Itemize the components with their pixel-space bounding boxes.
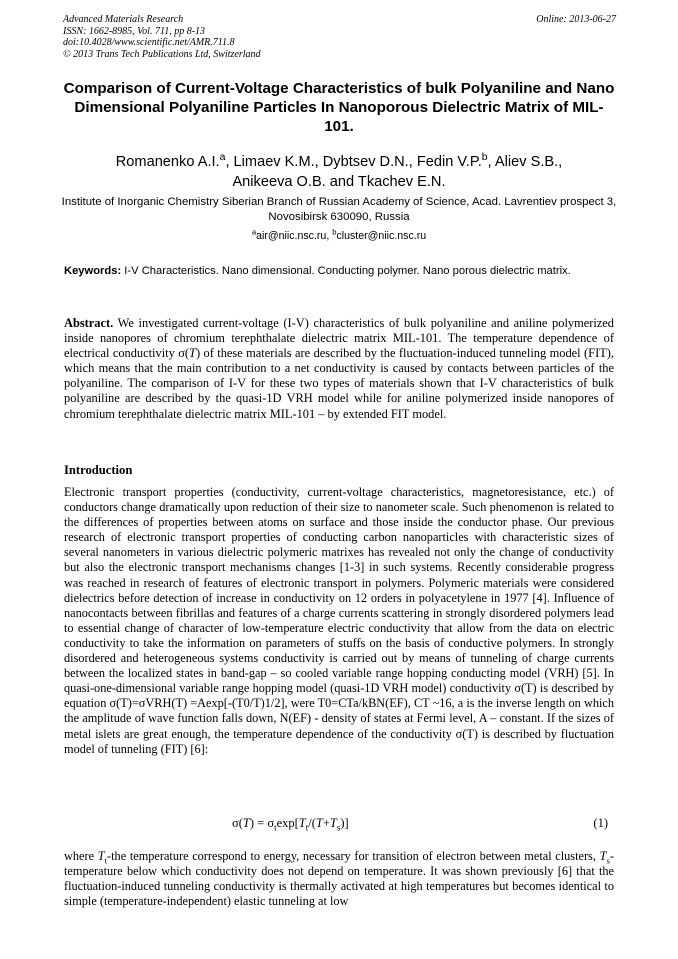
journal-issn: ISSN: 1662-8985, Vol. 711, pp 8-13 [63, 25, 206, 37]
abstract-label: Abstract. [64, 316, 114, 330]
email-a: air@niic.nsc.ru, [256, 230, 333, 242]
abstract [64, 316, 614, 422]
author-line-2: Anikeeva O.B. and Tkachev E.N. [232, 174, 446, 190]
introduction-paragraph: Electronic transport properties (conductivity, current-voltage characteristics, magnetoresistance, etc.) of conductors change dramatically upon reduction of their size to nanometer scale. Such phenomenon is related to the differences of properties between atoms on surface and those inside the conductor phase. Our previous research of electronic transport properties of conducting carbon nanoparticles with characteristic sizes of several nanometers in various dielectric polymeric matrixes has revealed not only the change of conductivity but also the electronic transport mechanisms changes [1-3] in such systems. Recently considerable progress was reached in research of features of electronic transport in polymers. Polymeric materials were considered dielectrics before detection of increase in conductivity on 12 orders in polyacetylene in 1977 [4]. Influence of nanocontacts between fibrillas and features of a charge currents scattering in strongly disordered polymers lead to essential change of character of low-temperature electric conductivity that allow from the data on electric conductivity to take the information on parameters of stuffs on the basis of conductive polymers. In strongly disordered and heterogeneous systems conductivity is carried out by means of tunneling of charge currents between the localized states in band-gap – so cooled variable range hopping conducting model (VRH) [5]. In quasi-one-dimensional variable range hopping model (quasi-1D VRH model) conductivity σ(T) is described by equation σ(T)=σVRH(T) =Aexp[-(T0/T)1/2], were T0=CTa/kBN(EF), CT ~16, a is the inverse length on which the amplitude of wave function falls down, N(EF) - density of states at Fermi level, A – constant. If the sizes of metal islets are great enough, the temperature dependence of the conductivity σ(T) is described by fluctuation model of tunneling (FIT) [6]: [64, 485, 614, 756]
equation-1 [64, 816, 614, 836]
author-list [60, 152, 618, 192]
equation-formula: $\sigma(T) = \sigma_t\exp[T_t/(T+T_s)]$ [232, 816, 349, 833]
equation-number: (1) [593, 816, 608, 830]
journal-copyright: © 2013 Trans Tech Publications Ltd, Switzerland [63, 48, 261, 60]
email-b: cluster@niic.nsc.ru [336, 230, 427, 242]
keywords [64, 264, 614, 279]
affiliation: Institute of Inorganic Chemistry Siberian Branch of Russian Academy of Science, Acad. Lavrentiev prospect 3, Novosibirsk 630090, Russia [61, 196, 617, 223]
journal-name: Advanced Materials Research [63, 14, 184, 25]
journal-header [63, 14, 261, 60]
author-1-affiliation-mark: a [219, 151, 226, 164]
author-fedin-affiliation-mark: b [481, 151, 488, 164]
section-heading-introduction: Introduction [64, 463, 133, 477]
online-date: Online: 2013-06-27 [536, 14, 616, 25]
author-1: Romanenko A.I. [115, 154, 220, 170]
email-b-mark: b [332, 227, 337, 237]
journal-doi: doi:10.4028/www.scientific.net/AMR.711.8 [63, 37, 235, 48]
email-a-mark: a [251, 227, 257, 237]
abstract-var-T: T [189, 346, 196, 361]
author-group-2: , Limaev K.M., Dybtsev D.N., Fedin V.P. [225, 154, 482, 170]
equation-explanation-paragraph: where $T_t$-the temperature correspond to energy, necessary for transition of electron between metal clusters, $T_s$-temperature below which conductivity does not depend on temperature. It was shown previously [6] that the fluctuation-induced tunneling conductivity is thermally activated at high temperatures but becomes identical to simple (temperature-independent) elastic tunneling at low [64, 849, 614, 909]
keywords-text: I-V Characteristics. Nano dimensional. Conducting polymer. Nano porous dielectric matrix. [121, 265, 571, 277]
contact-emails [60, 227, 618, 243]
author-line-1 [60, 152, 618, 172]
author-group-3: , Aliev S.B., [487, 154, 563, 170]
keywords-label: Keywords: [64, 265, 122, 277]
abstract-text-1: We investigated current-voltage (I-V) characteristics of bulk polyaniline and aniline polymerized inside nanopores of chromium terephthalate dielectric matrix MIL-101. The temperature dependence of electrical conductivity σ( [64, 316, 614, 361]
paper-title: Comparison of Current-Voltage Characteristics of bulk Polyaniline and Nano Dimensional Polyaniline Particles In Nanoporous Dielectric Matrix of MIL-101. [63, 80, 615, 135]
abstract-text-2: ) of these materials are described by the fluctuation-induced tunneling model (FIT), which means that the main contribution to a net conductivity is caused by contacts between particles of the polyaniline. The comparison of I-V for these two types of materials shown that I-V characteristics of bulk polyaniline are described by the quasi-1D VRH model while for aniline polymerized inside nanopores of chromium terephthalate dielectric matrix MIL-101 – by extended FIT model. [64, 346, 614, 421]
